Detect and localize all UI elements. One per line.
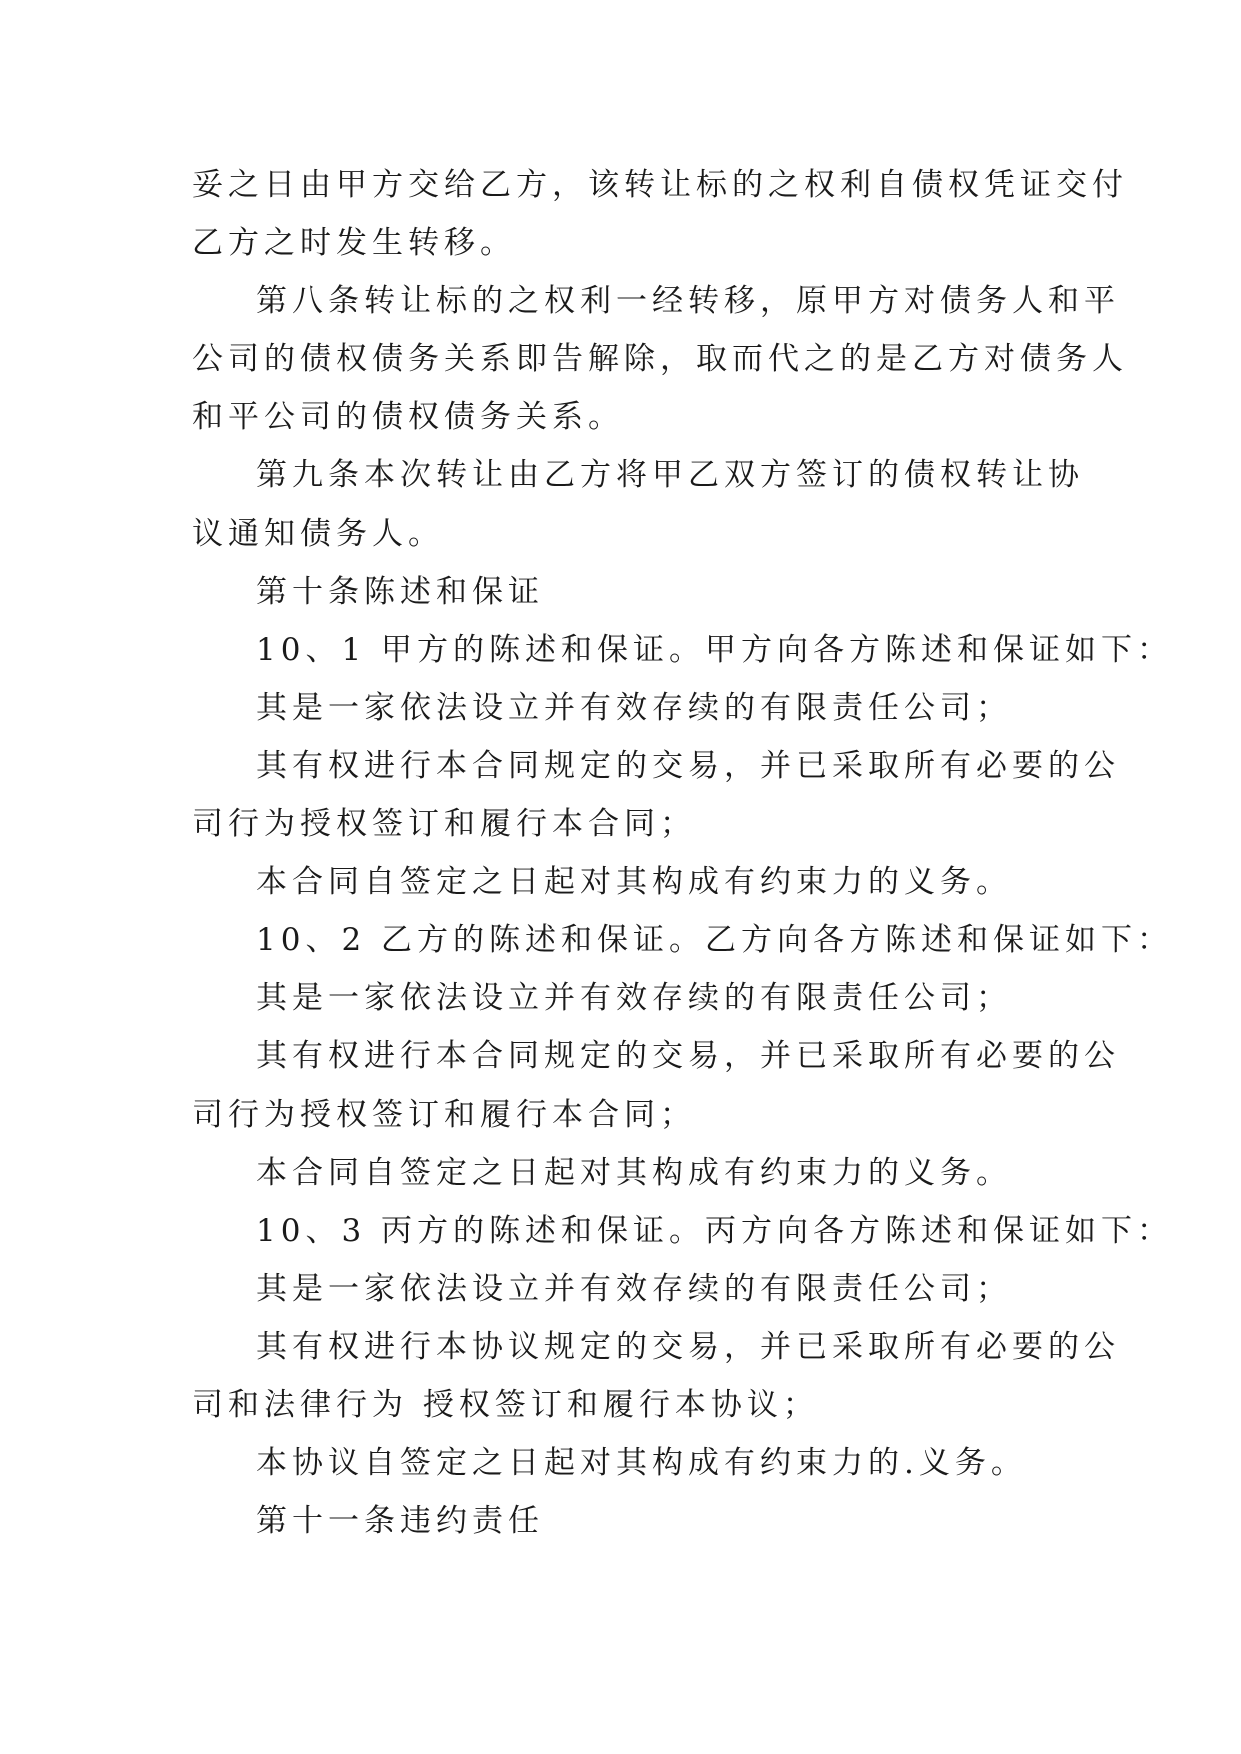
article-10-heading: 第十条陈述和保证 <box>256 573 544 610</box>
paragraph-line: 其有权进行本合同规定的交易，并已采取所有必要的公 <box>256 747 1120 784</box>
paragraph-line: 乙方之时发生转移。 <box>192 225 516 262</box>
article-11-heading: 第十一条违约责任 <box>256 1503 544 1540</box>
paragraph-line: 妥之日由甲方交给乙方，该转让标的之权利自债权凭证交付 <box>192 167 1128 203</box>
paragraph-line: 其有权进行本合同规定的交易，并已采取所有必要的公 <box>256 1038 1120 1075</box>
article-9-line: 第九条本次转让由乙方将甲乙双方签订的债权转让协 <box>256 457 1084 494</box>
paragraph-line: 司行为授权签订和履行本合同； <box>192 1096 696 1133</box>
clause-10-1-heading: 10、1 甲方的陈述和保证。甲方向各方陈述和保证如下： <box>256 631 1174 668</box>
paragraph-line: 议通知债务人。 <box>192 515 444 552</box>
clause-10-3-heading: 10、3 丙方的陈述和保证。丙方向各方陈述和保证如下： <box>256 1212 1174 1249</box>
clause-10-2-heading: 10、2 乙方的陈述和保证。乙方向各方陈述和保证如下： <box>256 922 1174 959</box>
paragraph-line: 本合同自签定之日起对其构成有约束力的义务。 <box>256 864 1012 901</box>
paragraph-line: 其是一家依法设立并有效存续的有限责任公司； <box>256 689 1012 726</box>
paragraph-line: 司和法律行为 授权签订和履行本协议； <box>192 1386 819 1423</box>
paragraph-line: 其有权进行本协议规定的交易，并已采取所有必要的公 <box>256 1328 1120 1365</box>
paragraph-line: 本合同自签定之日起对其构成有约束力的义务。 <box>256 1154 1012 1191</box>
paragraph-line: 司行为授权签订和履行本合同； <box>192 806 696 843</box>
document-body <box>192 156 1174 1550</box>
paragraph-line: 本协议自签定之日起对其构成有约束力的.义务。 <box>256 1445 1027 1482</box>
paragraph-line: 其是一家依法设立并有效存续的有限责任公司； <box>256 1270 1012 1307</box>
article-8-line: 第八条转让标的之权利一经转移，原甲方对债务人和平 <box>256 283 1120 320</box>
paragraph-line: 和平公司的债权债务关系。 <box>192 399 624 436</box>
paragraph-line: 其是一家依法设立并有效存续的有限责任公司； <box>256 980 1012 1017</box>
paragraph-line: 公司的债权债务关系即告解除，取而代之的是乙方对债务人 <box>192 341 1128 378</box>
